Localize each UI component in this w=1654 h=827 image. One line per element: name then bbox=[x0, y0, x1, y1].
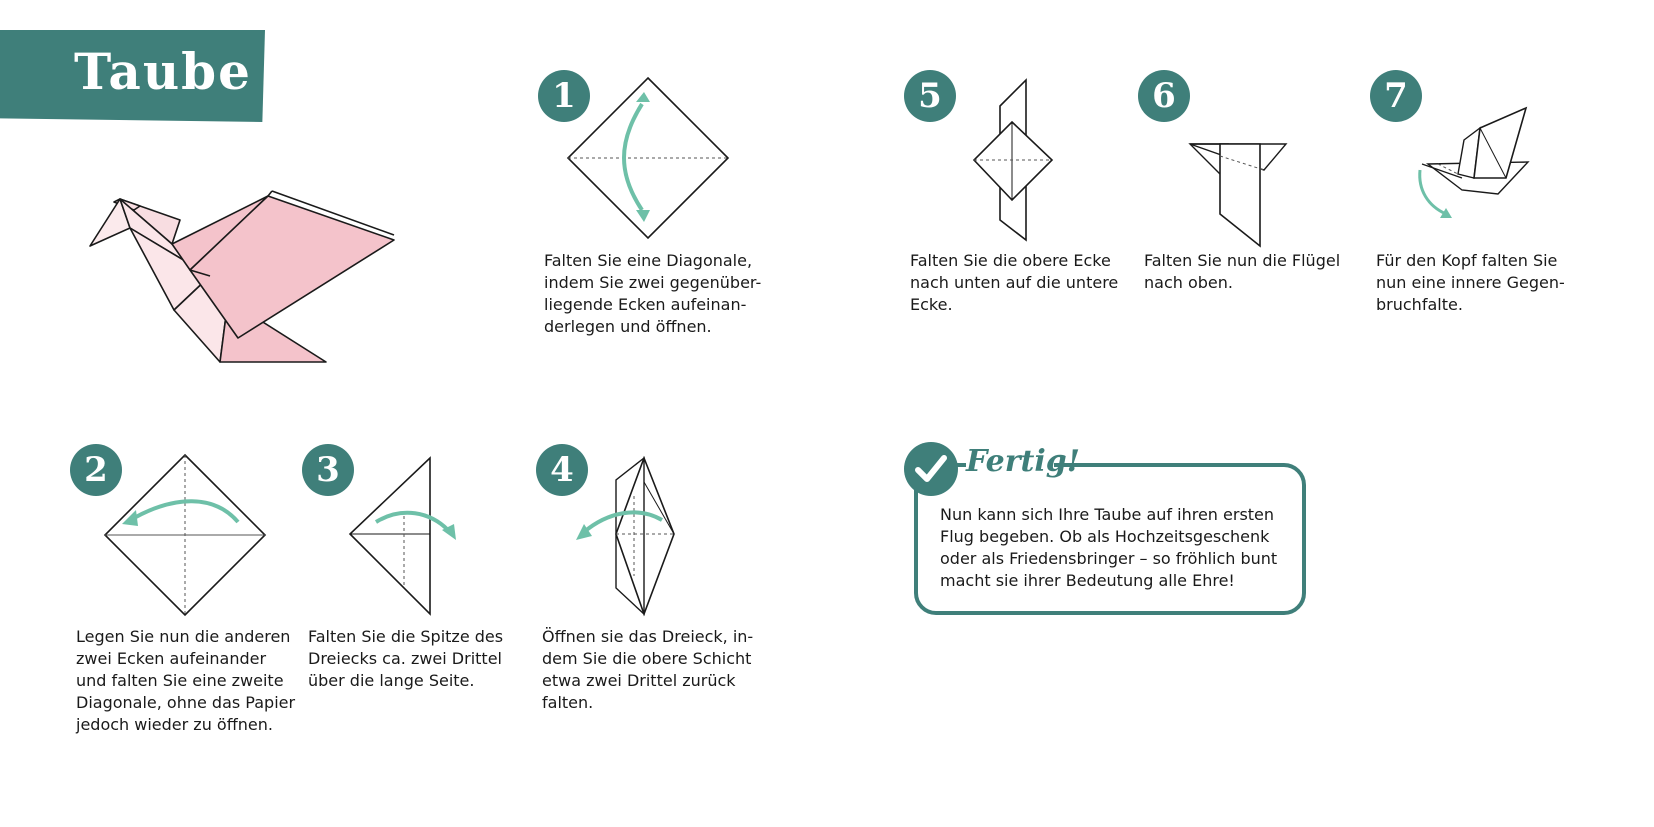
step-number-4: 4 bbox=[536, 444, 588, 496]
step-3-diagram bbox=[346, 456, 466, 616]
step-7-diagram bbox=[1414, 106, 1538, 226]
page-title: Taube bbox=[74, 42, 252, 101]
dove-illustration bbox=[90, 190, 400, 370]
step-6-diagram bbox=[1188, 140, 1298, 250]
step-2-text: Legen Sie nun die anderen zwei Ecken aufeinander und falten Sie eine zweite Diagonale, ohne das Papier jedoch wieder zu öffnen. bbox=[76, 627, 296, 734]
step-3-text: Falten Sie die Spitze des Dreiecks ca. zwei Drittel über die lange Seite. bbox=[308, 627, 504, 690]
checkmark-icon bbox=[904, 442, 958, 496]
done-title: Fertig! bbox=[966, 444, 1080, 479]
step-number-6: 6 bbox=[1138, 70, 1190, 122]
step-5-text: Falten Sie die obere Ecke nach unten auf die untere Ecke. bbox=[910, 251, 1119, 314]
step-6-text: Falten Sie nun die Flügel nach oben. bbox=[1144, 251, 1341, 292]
step-number-5: 5 bbox=[904, 70, 956, 122]
step-4-text: Öffnen sie das Dreieck, in- dem Sie die obere Schicht etwa zwei Drittel zurück falten. bbox=[542, 627, 754, 712]
step-4-diagram bbox=[574, 456, 684, 616]
step-7-text: Für den Kopf falten Sie nun eine innere Gegen- bruchfalte. bbox=[1376, 251, 1565, 314]
step-number-2: 2 bbox=[70, 444, 122, 496]
step-1-text: Falten Sie eine Diagonale, indem Sie zwei gegenüber- liegende Ecken aufeinan- derlegen und öffnen. bbox=[544, 251, 762, 336]
step-5-diagram bbox=[968, 78, 1068, 242]
step-2-diagram bbox=[102, 452, 268, 618]
step-1-diagram bbox=[566, 76, 730, 242]
done-text: Nun kann sich Ihre Taube auf ihren ersten Flug begeben. Ob als Hochzeitsgeschenk oder als Friedensbringer – so fröhlich bunt macht sie ihrer Bedeutung alle Ehre! bbox=[940, 505, 1278, 590]
step-number-7: 7 bbox=[1370, 70, 1422, 122]
step-number-3: 3 bbox=[302, 444, 354, 496]
step-number-1: 1 bbox=[538, 70, 590, 122]
